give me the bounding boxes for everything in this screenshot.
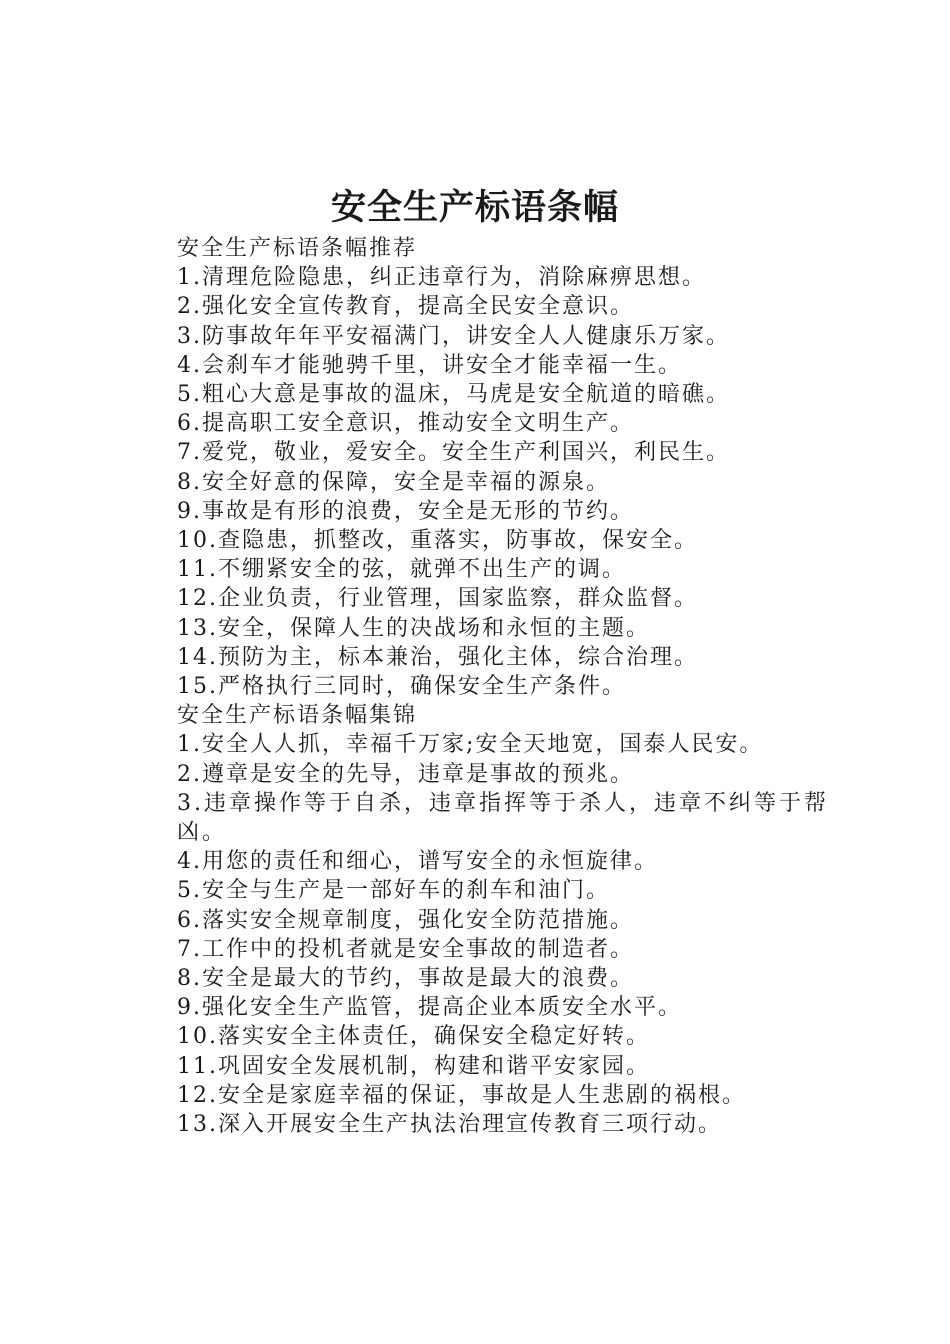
slogan-item: 9.强化安全生产监管，提高企业本质安全水平。 xyxy=(177,995,682,1021)
slogan-item: 1.清理危险隐患，纠正违章行为，消除麻痹思想。 xyxy=(177,265,706,291)
slogan-item: 8.安全是最大的节约，事故是最大的浪费。 xyxy=(177,966,634,992)
slogan-item: 15.严格执行三同时，确保安全生产条件。 xyxy=(177,674,626,700)
document-body xyxy=(130,234,835,1139)
slogan-item: 6.落实安全规章制度，强化安全防范措施。 xyxy=(177,907,634,933)
section-heading-collection: 安全生产标语条幅集锦 xyxy=(177,703,418,729)
section-heading-recommended: 安全生产标语条幅推荐 xyxy=(177,236,418,261)
slogan-item: 12.企业负责，行业管理，国家监察，群众监督。 xyxy=(177,586,698,612)
document-title: 安全生产标语条幅 xyxy=(330,187,619,228)
slogan-item: 14.预防为主，标本兼治，强化主体，综合治理。 xyxy=(177,644,698,670)
slogan-item: 13.安全，保障人生的决战场和永恒的主题。 xyxy=(177,615,650,641)
slogan-item: 4.会刹车才能驰骋千里，讲安全才能幸福一生。 xyxy=(177,352,682,378)
slogan-item: 10.查隐患，抓整改，重落实，防事故，保安全。 xyxy=(177,528,698,554)
slogan-item: 3.防事故年年平安福满门，讲安全人人健康乐万家。 xyxy=(177,323,730,349)
slogan-item: 4.用您的责任和细心，谱写安全的永恒旋律。 xyxy=(177,849,658,875)
slogan-item: 1.安全人人抓，幸福千万家;安全天地宽，国泰人民安。 xyxy=(177,732,764,758)
slogan-item: 7.工作中的投机者就是安全事故的制造者。 xyxy=(177,936,634,962)
slogan-item: 5.粗心大意是事故的温床，马虎是安全航道的暗礁。 xyxy=(177,382,730,408)
slogan-item: 12.安全是家庭幸福的保证，事故是人生悲剧的祸根。 xyxy=(177,1082,746,1108)
slogan-item: 11.巩固安全发展机制，构建和谐平安家园。 xyxy=(177,1053,650,1079)
slogan-item: 3.违章操作等于自杀，违章指挥等于杀人，违章不纠等于帮凶。 xyxy=(177,790,829,846)
slogan-item: 11.不绷紧安全的弦，就弹不出生产的调。 xyxy=(177,557,626,583)
slogan-item: 7.爱党，敬业，爱安全。安全生产利国兴，利民生。 xyxy=(177,440,730,466)
slogan-item: 9.事故是有形的浪费，安全是无形的节约。 xyxy=(177,498,634,524)
slogan-item: 2.强化安全宣传教育，提高全民安全意识。 xyxy=(177,294,634,320)
slogan-item: 13.深入开展安全生产执法治理宣传教育三项行动。 xyxy=(177,1112,722,1138)
slogan-item: 2.遵章是安全的先导，违章是事故的预兆。 xyxy=(177,761,634,787)
slogan-item: 8.安全好意的保障，安全是幸福的源泉。 xyxy=(177,469,610,495)
slogan-item: 6.提高职工安全意识，推动安全文明生产。 xyxy=(177,411,634,437)
slogan-item: 5.安全与生产是一部好车的刹车和油门。 xyxy=(177,878,610,904)
slogan-item: 10.落实安全主体责任，确保安全稳定好转。 xyxy=(177,1024,650,1050)
